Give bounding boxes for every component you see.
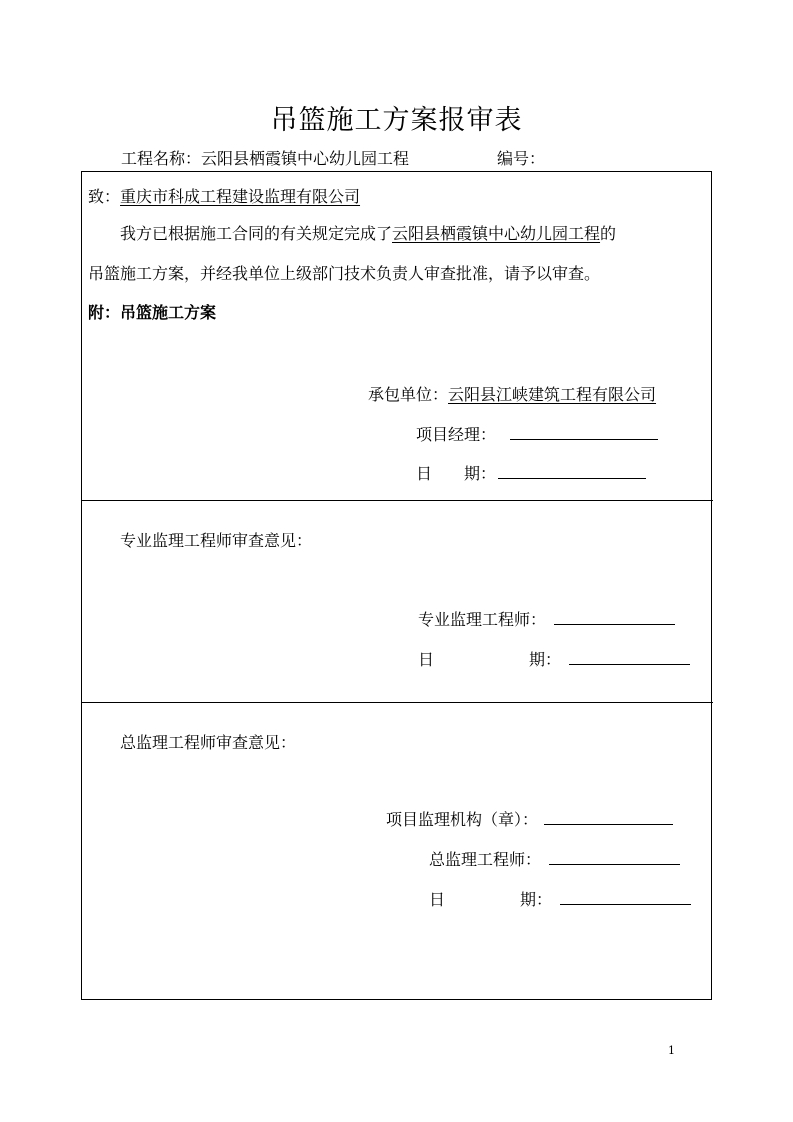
page-number: 1 bbox=[668, 1044, 675, 1057]
supervision-org-seal-field[interactable] bbox=[544, 810, 673, 825]
project-manager-label: 项目经理： bbox=[416, 425, 497, 444]
specialist-date-line bbox=[418, 647, 434, 670]
chief-engineer-label: 总监理工程师： bbox=[429, 850, 542, 869]
specialist-engineer-label: 专业监理工程师： bbox=[418, 610, 547, 629]
row-divider bbox=[81, 702, 713, 703]
addressee-label: 致： bbox=[88, 187, 121, 206]
chief-date-label-a: 日 bbox=[429, 890, 446, 909]
chief-review-heading: 总监理工程师审查意见： bbox=[120, 733, 297, 752]
project-manager-signature-field[interactable] bbox=[510, 425, 658, 440]
contractor-name: 云阳县江峡建筑工程有限公司 bbox=[448, 385, 657, 404]
chief-date-label-b: 期： bbox=[520, 890, 553, 909]
project-name-value: 云阳县栖霞镇中心幼儿园工程 bbox=[201, 149, 410, 168]
row-divider bbox=[81, 500, 713, 501]
project-manager-line bbox=[416, 422, 658, 445]
body-line-2: 吊篮施工方案，并经我单位上级部门技术负责人审查批准，请予以审查。 bbox=[88, 264, 601, 283]
addressee-recipient: 重庆市科成工程建设监理有限公司 bbox=[120, 187, 361, 206]
body-text: 我方已根据施工合同的有关规定完成了 bbox=[120, 224, 393, 243]
chief-date-line-b bbox=[520, 887, 691, 910]
specialist-engineer-signature-field[interactable] bbox=[554, 610, 675, 625]
chief-date-field[interactable] bbox=[560, 890, 691, 905]
chief-engineer-line bbox=[429, 847, 680, 870]
specialist-date-field[interactable] bbox=[569, 650, 690, 665]
contractor-date-field[interactable] bbox=[498, 464, 646, 479]
body-project-name: 云阳县栖霞镇中心幼儿园工程 bbox=[392, 224, 601, 243]
document-title: 吊篮施工方案报审表 bbox=[270, 105, 523, 136]
specialist-date-label-b: 期： bbox=[529, 650, 562, 669]
number-label: 编号： bbox=[497, 149, 546, 168]
specialist-engineer-line bbox=[418, 607, 675, 630]
addressee-line bbox=[88, 184, 360, 207]
contractor-date-label: 日 期： bbox=[416, 464, 497, 483]
supervision-org-label: 项目监理机构（章）： bbox=[386, 810, 539, 829]
contractor-label: 承包单位： bbox=[368, 385, 449, 404]
chief-date-line bbox=[429, 887, 445, 910]
body-text: 的 bbox=[600, 224, 617, 243]
supervision-org-line bbox=[386, 807, 673, 830]
specialist-date-label-a: 日 bbox=[418, 650, 435, 669]
review-form-table bbox=[81, 171, 712, 1000]
chief-engineer-signature-field[interactable] bbox=[549, 850, 680, 865]
project-name-row bbox=[121, 146, 409, 169]
project-name-label: 工程名称： bbox=[121, 149, 202, 168]
specialist-review-heading: 专业监理工程师审查意见： bbox=[120, 531, 313, 550]
contractor-line bbox=[368, 382, 656, 405]
body-line-1 bbox=[120, 221, 616, 244]
contractor-date-line bbox=[416, 461, 646, 484]
specialist-date-line-b bbox=[529, 647, 690, 670]
attachment-line: 附：吊篮施工方案 bbox=[88, 303, 217, 322]
